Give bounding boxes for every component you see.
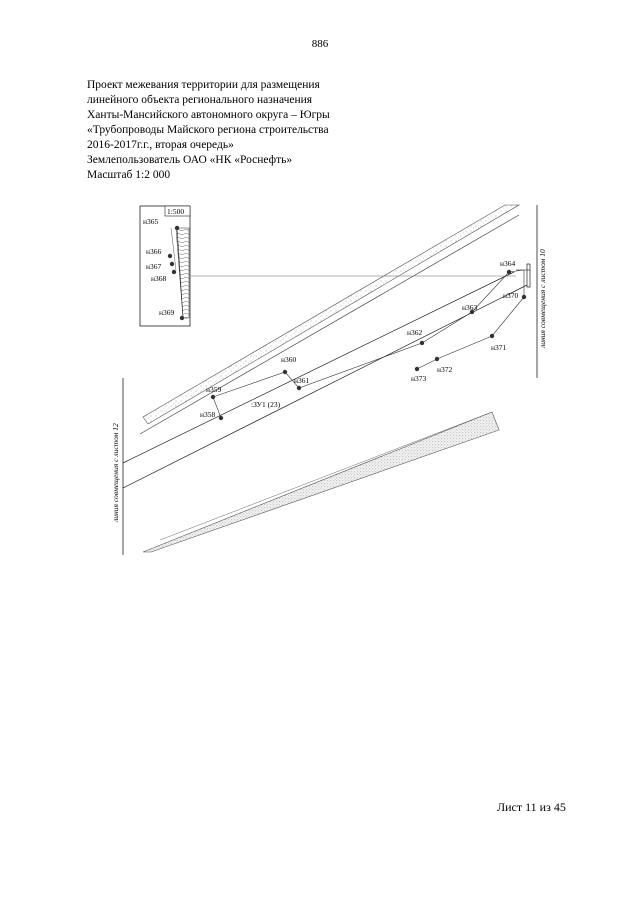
road-strip-lower bbox=[143, 412, 499, 552]
point-366 bbox=[168, 254, 172, 258]
point-370 bbox=[522, 295, 526, 299]
road-edge-lower-outer bbox=[160, 412, 492, 540]
point-365 bbox=[175, 226, 179, 230]
points bbox=[168, 226, 526, 420]
point-372 bbox=[435, 357, 439, 361]
title-line-3: Ханты-Мансийского автономного округа – Югры bbox=[87, 109, 330, 121]
label-371: н371 bbox=[491, 343, 507, 352]
label-372: н372 bbox=[437, 365, 453, 374]
point-362 bbox=[420, 341, 424, 345]
match-line-right-bracket bbox=[527, 264, 530, 287]
title-line-1: Проект межевания территории для размещения bbox=[87, 79, 320, 91]
point-367 bbox=[170, 262, 174, 266]
label-364: н364 bbox=[500, 259, 516, 268]
point-360 bbox=[283, 370, 287, 374]
point-364 bbox=[507, 270, 511, 274]
page-number: 886 bbox=[311, 38, 329, 50]
point-369 bbox=[180, 316, 184, 320]
label-363: н363 bbox=[462, 303, 478, 312]
label-359: н359 bbox=[206, 385, 222, 394]
point-361 bbox=[297, 386, 301, 390]
label-360: н360 bbox=[281, 355, 297, 364]
match-line-right-label: линия совмещения с листом 10 bbox=[538, 249, 547, 348]
point-368 bbox=[172, 270, 176, 274]
match-line-left-label: линия совмещения с листом 12 bbox=[111, 423, 120, 522]
title-line-5: 2016-2017г.г., вторая очередь» bbox=[87, 139, 234, 151]
label-367: н367 bbox=[146, 262, 162, 271]
road-strip-upper bbox=[143, 205, 519, 424]
label-373: н373 bbox=[411, 374, 427, 383]
label-362: н362 bbox=[407, 328, 423, 337]
point-371 bbox=[490, 334, 494, 338]
contour-east bbox=[417, 270, 524, 369]
inset-scale-label: 1:500 bbox=[167, 207, 185, 216]
label-369: н369 bbox=[159, 308, 175, 317]
title-line-2: линейного объекта регионального назначения bbox=[87, 94, 313, 106]
parcel-label: :ЗУ1 (23) bbox=[251, 400, 281, 409]
title-line-4: «Трубопроводы Майского региона строительства bbox=[87, 124, 329, 136]
point-373 bbox=[415, 367, 419, 371]
land-user-line: Землепользователь ОАО «НК «Роснефть» bbox=[87, 154, 293, 166]
label-361: н361 bbox=[294, 376, 310, 385]
point-358 bbox=[219, 416, 223, 420]
label-358: н358 bbox=[200, 410, 216, 419]
label-365: н365 bbox=[143, 217, 159, 226]
road-edge-upper-inner bbox=[140, 215, 519, 434]
label-370: н370 bbox=[503, 291, 519, 300]
label-366: н366 bbox=[146, 247, 162, 256]
point-359 bbox=[211, 395, 215, 399]
sheet-number: Лист 11 из 45 bbox=[497, 800, 566, 814]
scale-line: Масштаб 1:2 000 bbox=[87, 169, 171, 181]
label-368: н368 bbox=[151, 274, 167, 283]
